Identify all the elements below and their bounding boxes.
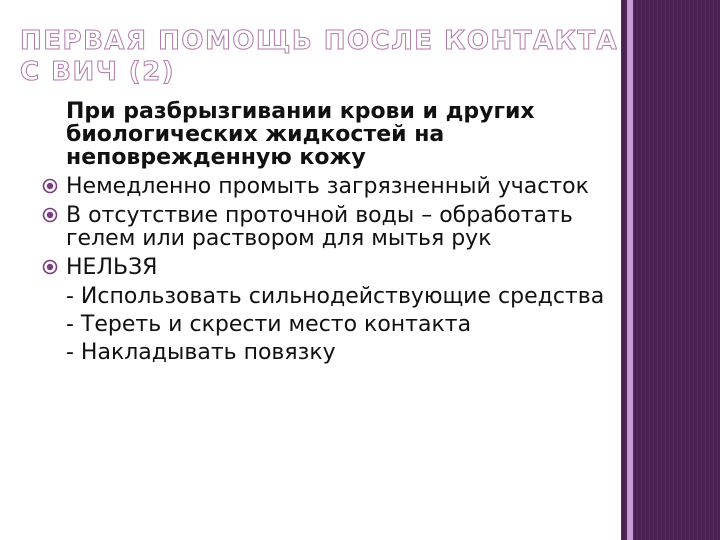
bullet-item-no-water [50,204,616,250]
forbidden-item-bandage: - Накладывать повязку [66,340,336,365]
slide-body [50,100,616,369]
forbidden-item-strong-agents: - Использовать сильнодействующие средства [66,284,605,309]
circled-bullet-icon [42,207,58,223]
slide-title: ПЕРВАЯ ПОМОЩЬ ПОСЛЕ КОНТАКТА С ВИЧ (2) [20,26,619,87]
bullet-text: В отсутствие проточной воды – обработать гелем или раствором для мытья рук [66,203,573,251]
side-decoration-band [621,0,720,540]
intro-text: При разбрызгивании крови и других биологических жидкостей на неповрежденную кожу [66,99,535,170]
bullet-item-wash [50,175,616,198]
circled-bullet-icon [42,259,58,275]
forbidden-item-rub: - Тереть и скрести место контакта [66,312,472,337]
side-decoration-stripe [627,0,633,540]
bullet-item-forbidden [50,256,616,279]
bullet-text: НЕЛЬЗЯ [66,255,158,280]
bullet-text: Немедленно промыть загрязненный участок [66,174,589,199]
circled-bullet-icon [42,178,58,194]
